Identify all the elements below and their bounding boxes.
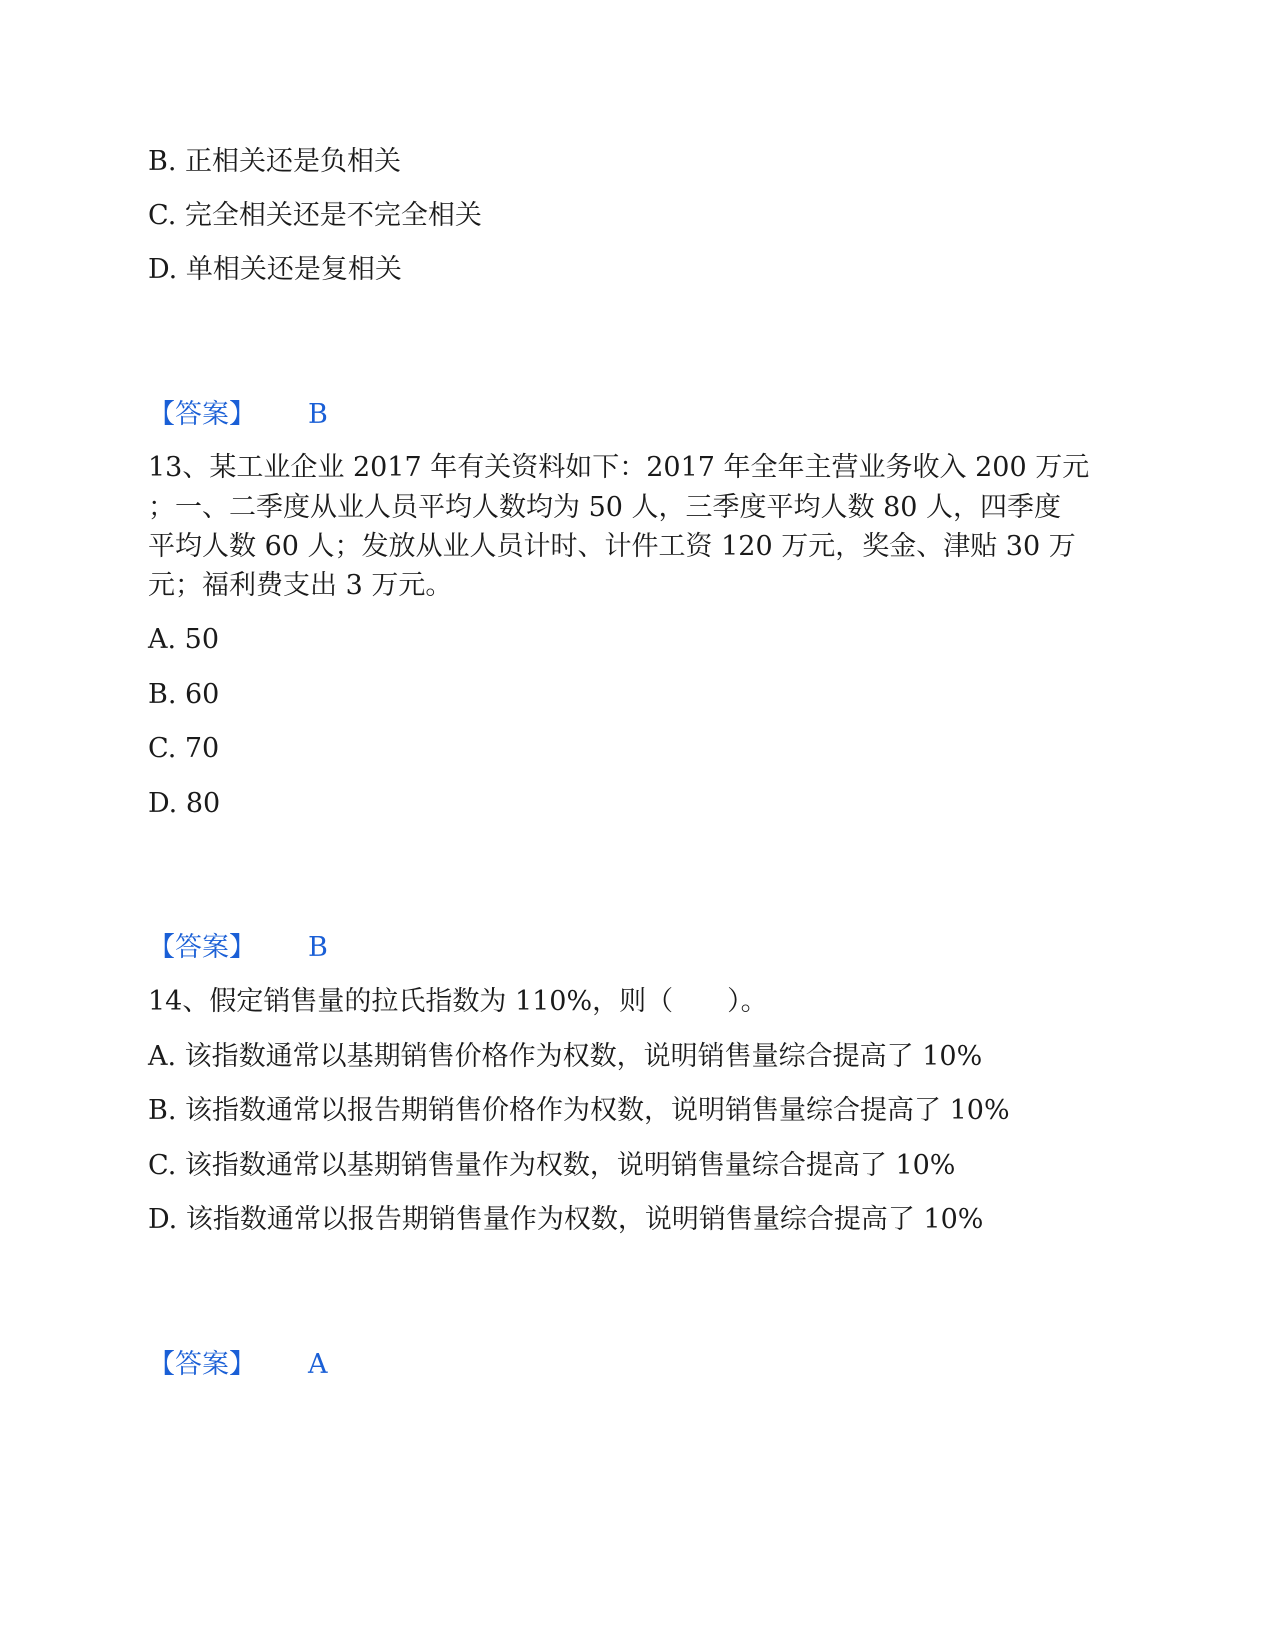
answer-label: 【答案】: [148, 399, 256, 430]
q13-stem-line-2: ；一、二季度从业人员平均人数均为 50 人，三季度平均人数 80 人，四季度: [148, 492, 1062, 523]
q13-stem-line-3: 平均人数 60 人；发放从业人员计时、计件工资 120 万元，奖金、津贴 30 万: [148, 531, 1076, 562]
answer-value: A: [308, 1349, 328, 1380]
answer-label: 【答案】: [148, 932, 256, 963]
answer-value: B: [308, 399, 328, 430]
answer-12: [148, 396, 328, 434]
q14-option-d: D. 该指数通常以报告期销售量作为权数，说明销售量综合提高了 10%: [148, 1204, 984, 1235]
q14-option-c: C. 该指数通常以基期销售量作为权数，说明销售量综合提高了 10%: [148, 1150, 956, 1181]
q12-option-c: C. 完全相关还是不完全相关: [148, 200, 482, 231]
q14-option-b: B. 该指数通常以报告期销售价格作为权数，说明销售量综合提高了 10%: [148, 1095, 1010, 1126]
q14-option-a: A. 该指数通常以基期销售价格作为权数，说明销售量综合提高了 10%: [148, 1041, 983, 1072]
answer-value: B: [308, 932, 328, 963]
q13-stem-line-4: 元；福利费支出 3 万元。: [148, 570, 453, 601]
answer-14: [148, 1346, 328, 1384]
answer-label: 【答案】: [148, 1349, 256, 1380]
q13-option-a: A. 50: [148, 624, 220, 655]
q13-option-b: B. 60: [148, 679, 220, 710]
q14-stem: 14、假定销售量的拉氏指数为 110%，则（ ）。: [148, 986, 768, 1017]
q13-option-d: D. 80: [148, 788, 221, 819]
q12-option-b: B. 正相关还是负相关: [148, 146, 402, 177]
answer-13: [148, 929, 328, 967]
q13-stem-line-1: 13、某工业企业 2017 年有关资料如下：2017 年全年主营业务收入 200 万元: [148, 452, 1090, 483]
q13-option-c: C. 70: [148, 733, 220, 764]
q12-option-d: D. 单相关还是复相关: [148, 254, 402, 285]
